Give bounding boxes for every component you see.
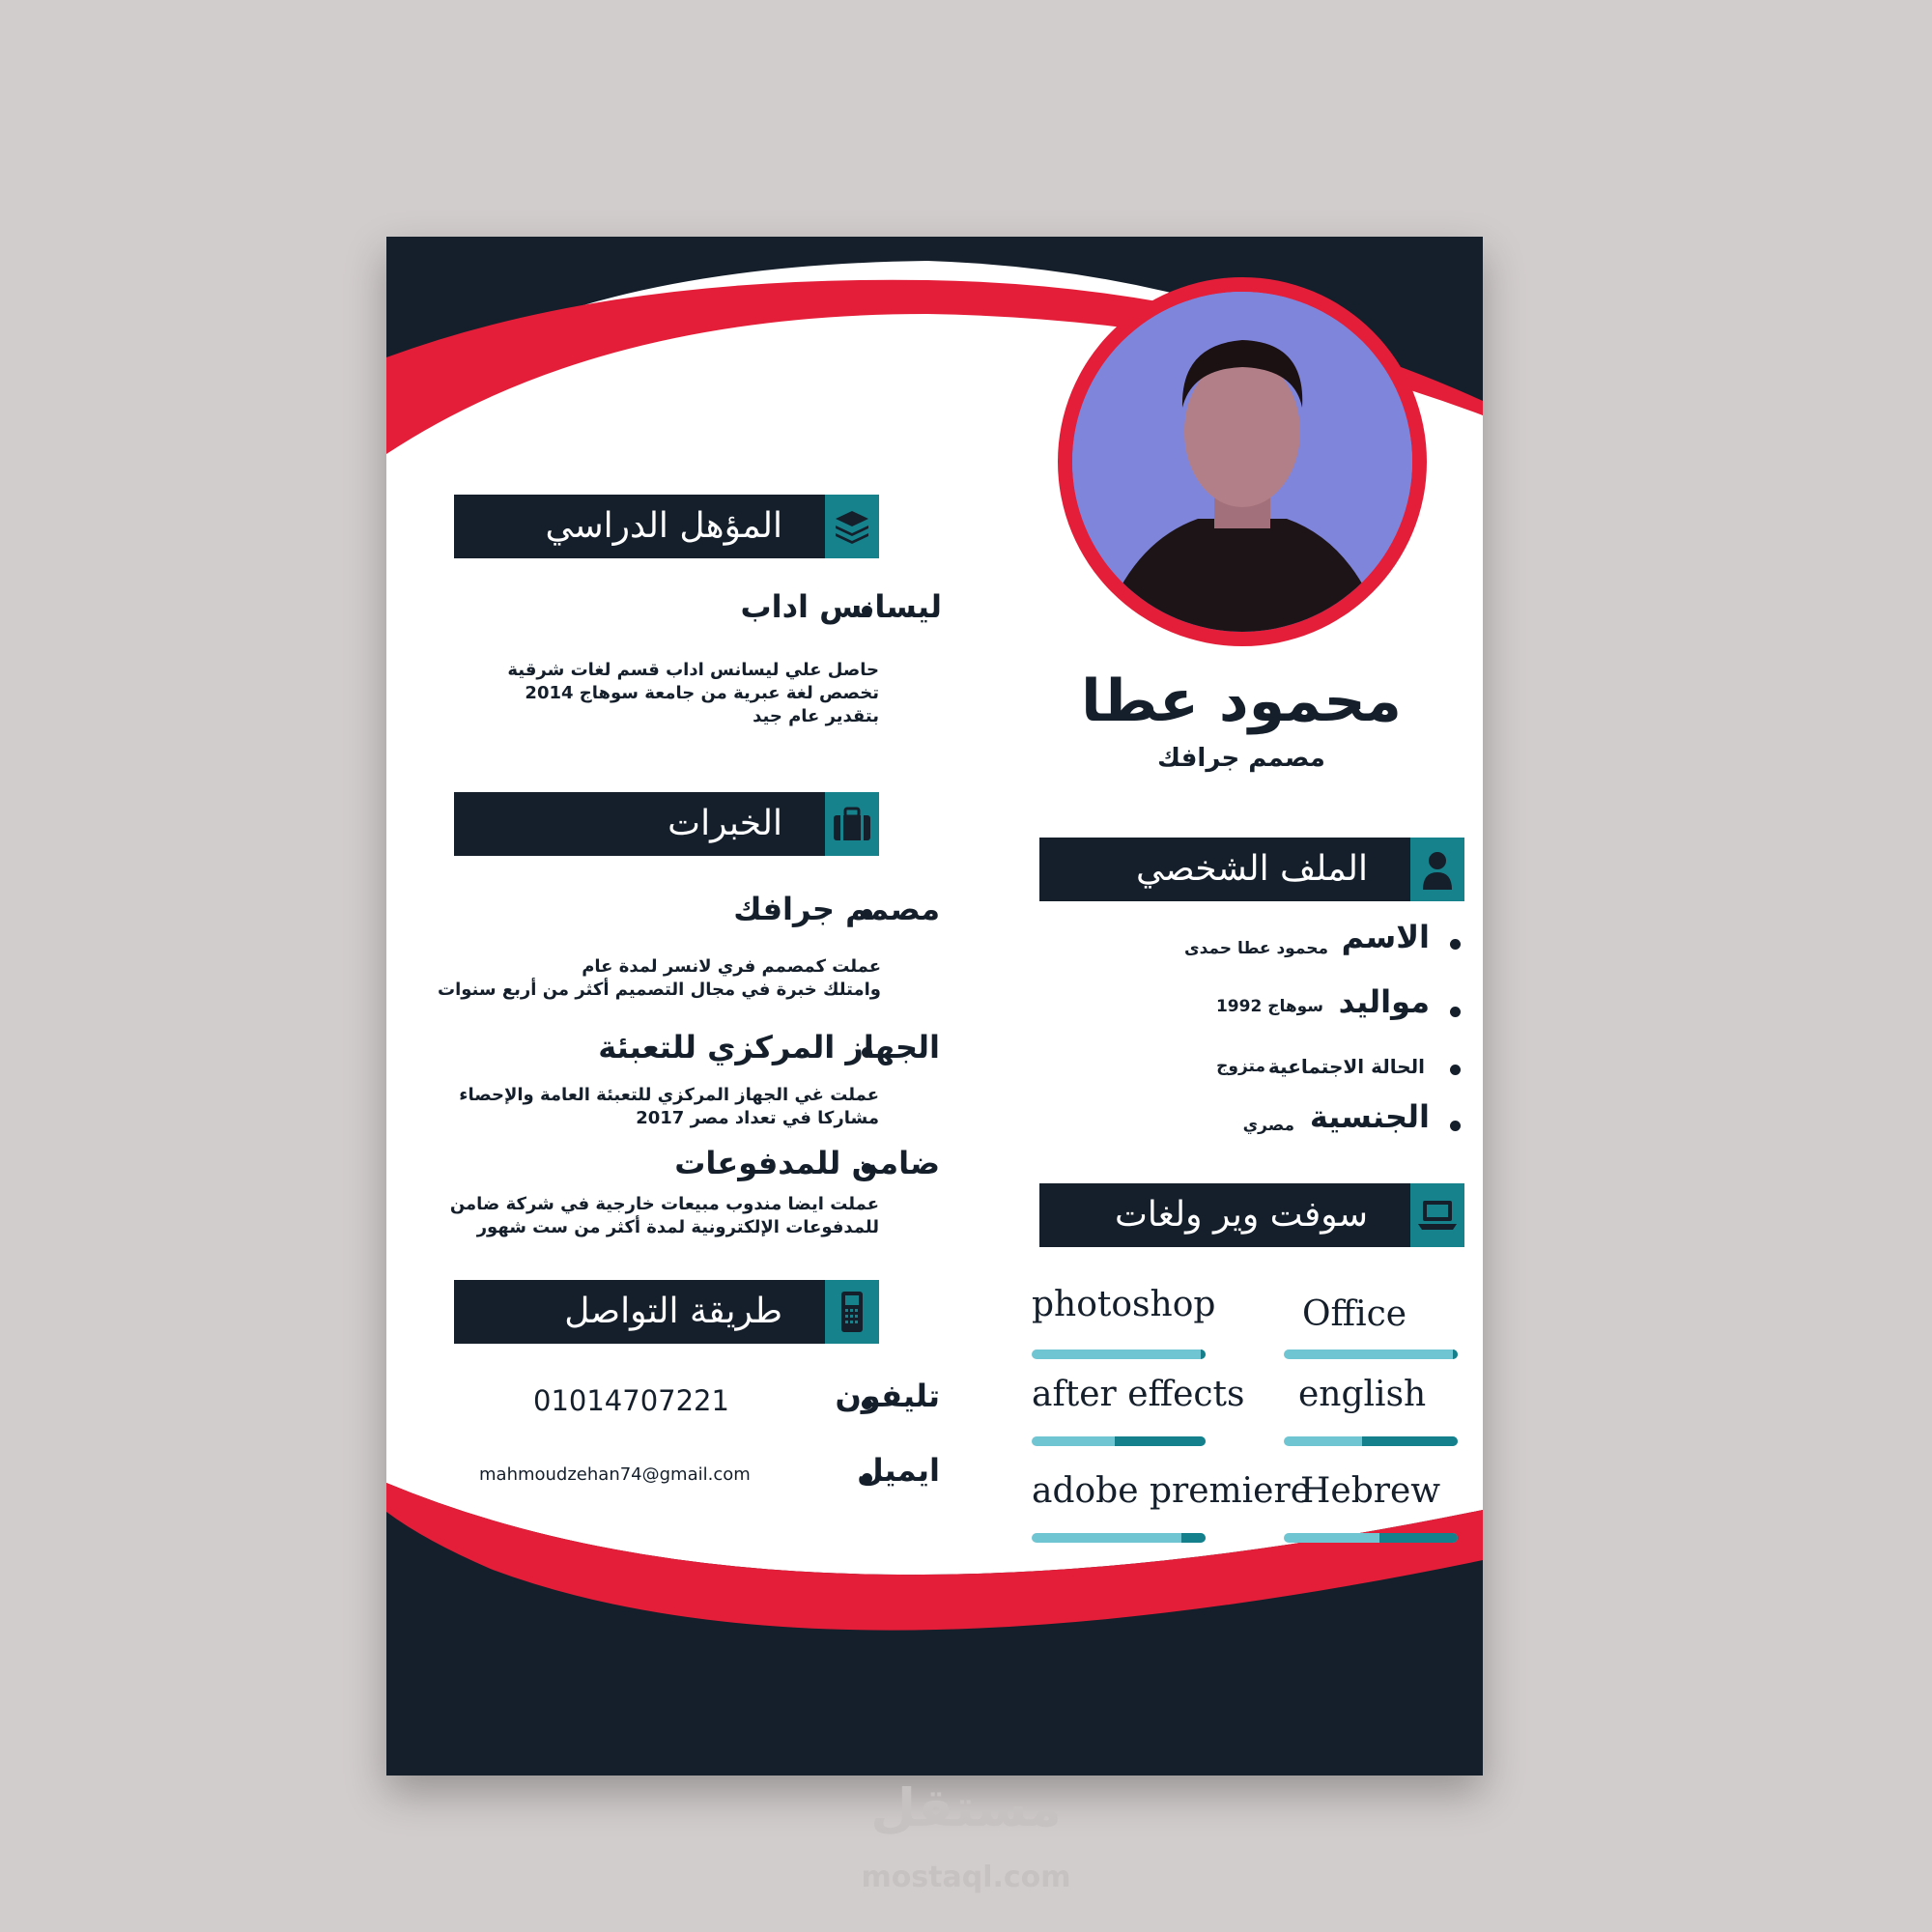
software-header-title: سوفت وير ولغات [1039, 1183, 1410, 1247]
email-label: ايميل [856, 1452, 940, 1489]
phone-icon [825, 1280, 879, 1344]
profile-bullet [1450, 1065, 1461, 1075]
experience-title: الجهاز المركزي للتعبئة [598, 1029, 940, 1065]
education-header [454, 495, 879, 558]
software-header [1039, 1183, 1464, 1247]
education-description [507, 659, 879, 728]
watermark-url: mostaql.com [861, 1861, 1071, 1894]
skill-level-bar [1284, 1533, 1458, 1543]
skill-name: photoshop [1032, 1285, 1216, 1324]
profile-bullet [1450, 1121, 1461, 1131]
profile-value: سوهاج 1992 [1215, 997, 1323, 1016]
skill-level-bar [1032, 1436, 1206, 1446]
skill-level-bar [1284, 1436, 1458, 1446]
experience-line: عملت كمصمم فري لانسر لمدة عام [582, 956, 881, 977]
candidate-job-title: مصمم جرافك [1157, 744, 1325, 773]
skill-name: Office [1302, 1294, 1407, 1334]
skill-level-fill [1379, 1533, 1458, 1543]
profile-label: الاسم [1341, 919, 1430, 955]
person-icon [1410, 838, 1464, 901]
profile-value: متزوج [1216, 1057, 1265, 1076]
profile-label: الحالة الاجتماعية [1267, 1055, 1425, 1078]
phone-label: تليفون [835, 1378, 940, 1414]
watermark-logo: مستقل [870, 1777, 1062, 1838]
experience-line: وامتلك خبرة في مجال التصميم أكثر من أربع سنوات [438, 980, 881, 1000]
experience-line: عملت ايضا مندوب مبيعات خارجية في شركة ضامن [449, 1194, 879, 1214]
profile-photo-frame [1058, 277, 1427, 646]
resume-sheet [386, 237, 1483, 1776]
experience-description [438, 955, 881, 1002]
layers-icon [825, 495, 879, 558]
profile-label: مواليد [1338, 983, 1430, 1020]
experience-description [450, 1193, 879, 1239]
profile-label: الجنسية [1309, 1098, 1430, 1135]
contact-header [454, 1280, 879, 1344]
email-address[interactable]: mahmoudzehan74@gmail.com [479, 1464, 751, 1485]
profile-header [1039, 838, 1464, 901]
skill-level-bar [1032, 1533, 1206, 1543]
skill-level-bar [1032, 1350, 1206, 1359]
skill-level-bar [1284, 1350, 1458, 1359]
skill-level-fill [1453, 1350, 1458, 1359]
profile-bullet [1450, 939, 1461, 950]
experience-header [454, 792, 879, 856]
profile-value: مصري [1242, 1116, 1294, 1135]
education-header-title: المؤهل الدراسي [454, 495, 825, 558]
contact-header-title: طريقة التواصل [454, 1280, 825, 1344]
experience-line: للمدفوعات الإلكترونية لمدة أكثر من ست شهور [476, 1217, 879, 1237]
skill-name: english [1298, 1375, 1427, 1414]
profile-header-title: الملف الشخصي [1039, 838, 1410, 901]
experience-title: ضامن للمدفوعات [674, 1145, 940, 1181]
experience-description [459, 1084, 879, 1130]
experience-line: عملت غي الجهاز المركزي للتعبئة العامة والإحصاء [459, 1085, 879, 1105]
profile-value: محمود عطا حمدى [1184, 939, 1328, 958]
skill-name: adobe premiere [1032, 1471, 1312, 1511]
skill-level-fill [1362, 1436, 1458, 1446]
skill-name: after effects [1032, 1375, 1245, 1414]
education-line: تخصص لغة عبرية من جامعة سوهاج 2014 [525, 683, 879, 703]
experience-header-title: الخبرات [454, 792, 825, 856]
experience-title: مصمم جرافك [733, 891, 940, 927]
education-degree: ليسانس اداب [740, 588, 942, 625]
candidate-name: محمود عطا [1081, 668, 1402, 735]
skill-level-fill [1181, 1533, 1206, 1543]
education-line: حاصل علي ليسانس اداب قسم لغات شرقية [507, 660, 879, 680]
skill-level-fill [1201, 1350, 1206, 1359]
phone-number[interactable]: 01014707221 [533, 1384, 729, 1417]
profile-bullet [1450, 1007, 1461, 1017]
skill-level-fill [1115, 1436, 1206, 1446]
experience-line: مشاركا في تعداد مصر 2017 [636, 1108, 879, 1128]
education-line: بتقدير عام جيد [753, 706, 879, 726]
briefcase-icon [825, 792, 879, 856]
skill-name: Hebrew [1300, 1471, 1441, 1511]
profile-photo [1072, 292, 1412, 632]
laptop-icon [1410, 1183, 1464, 1247]
